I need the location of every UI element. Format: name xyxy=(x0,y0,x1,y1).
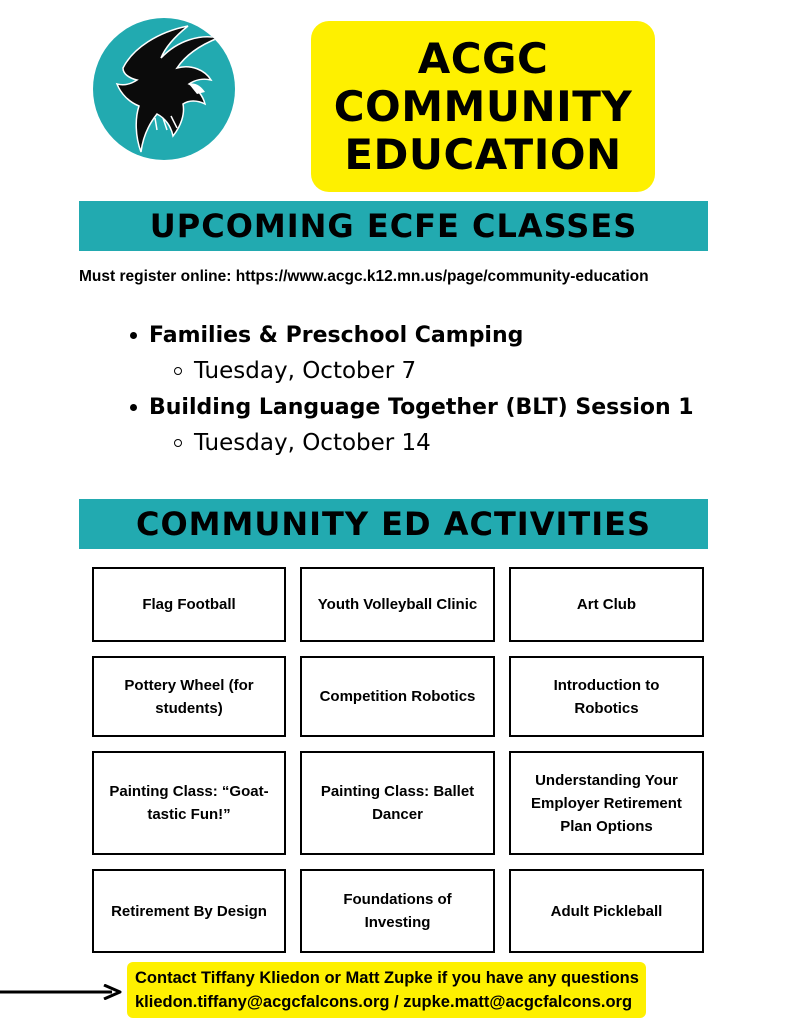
activity-card: Adult Pickleball xyxy=(509,869,704,953)
register-text: Must register online: https://www.acgc.k12.mn.us/page/community-education xyxy=(79,268,649,285)
class-item xyxy=(130,318,694,352)
circle-bullet-icon xyxy=(174,439,182,447)
ecfe-heading-band xyxy=(79,201,708,251)
bullet-icon xyxy=(130,404,137,411)
falcon-icon xyxy=(93,18,235,160)
class-date: Tuesday, October 7 xyxy=(194,358,417,384)
activity-card: Youth Volleyball Clinic xyxy=(300,567,495,642)
title-line-3: EDUCATION xyxy=(344,129,622,179)
activity-card: Painting Class: “Goat-tastic Fun!” xyxy=(92,751,286,855)
activity-card: Art Club xyxy=(509,567,704,642)
falcon-logo xyxy=(93,18,235,160)
title-banner xyxy=(311,21,655,192)
class-name: Building Language Together (BLT) Session 1 xyxy=(149,394,694,420)
arrow-right-icon xyxy=(0,984,122,1000)
activity-card: Understanding Your Employer Retirement Plan Options xyxy=(509,751,704,855)
ecfe-class-list xyxy=(130,318,694,462)
class-date-item xyxy=(174,424,694,462)
contact-box xyxy=(127,962,646,1018)
class-date-item xyxy=(174,352,694,390)
ecfe-heading: UPCOMING ECFE CLASSES xyxy=(149,207,638,245)
activity-card: Painting Class: Ballet Dancer xyxy=(300,751,495,855)
class-item xyxy=(130,390,694,424)
contact-text: Contact Tiffany Kliedon or Matt Zupke if you have any questions xyxy=(135,969,639,987)
activities-heading: COMMUNITY ED ACTIVITIES xyxy=(135,505,652,543)
activity-card: Retirement By Design xyxy=(92,869,286,953)
activities-heading-band xyxy=(79,499,708,549)
class-date: Tuesday, October 14 xyxy=(194,430,431,456)
activity-card: Pottery Wheel (for students) xyxy=(92,656,286,737)
title-line-1: ACGC xyxy=(417,33,549,83)
activity-card: Introduction to Robotics xyxy=(509,656,704,737)
contact-emails: kliedon.tiffany@acgcfalcons.org / zupke.matt@acgcfalcons.org xyxy=(135,993,633,1011)
title-line-2: COMMUNITY xyxy=(333,81,633,131)
circle-bullet-icon xyxy=(174,367,182,375)
activity-card: Flag Football xyxy=(92,567,286,642)
activity-card: Competition Robotics xyxy=(300,656,495,737)
bullet-icon xyxy=(130,332,137,339)
activity-card: Foundations of Investing xyxy=(300,869,495,953)
class-name: Families & Preschool Camping xyxy=(149,322,524,348)
